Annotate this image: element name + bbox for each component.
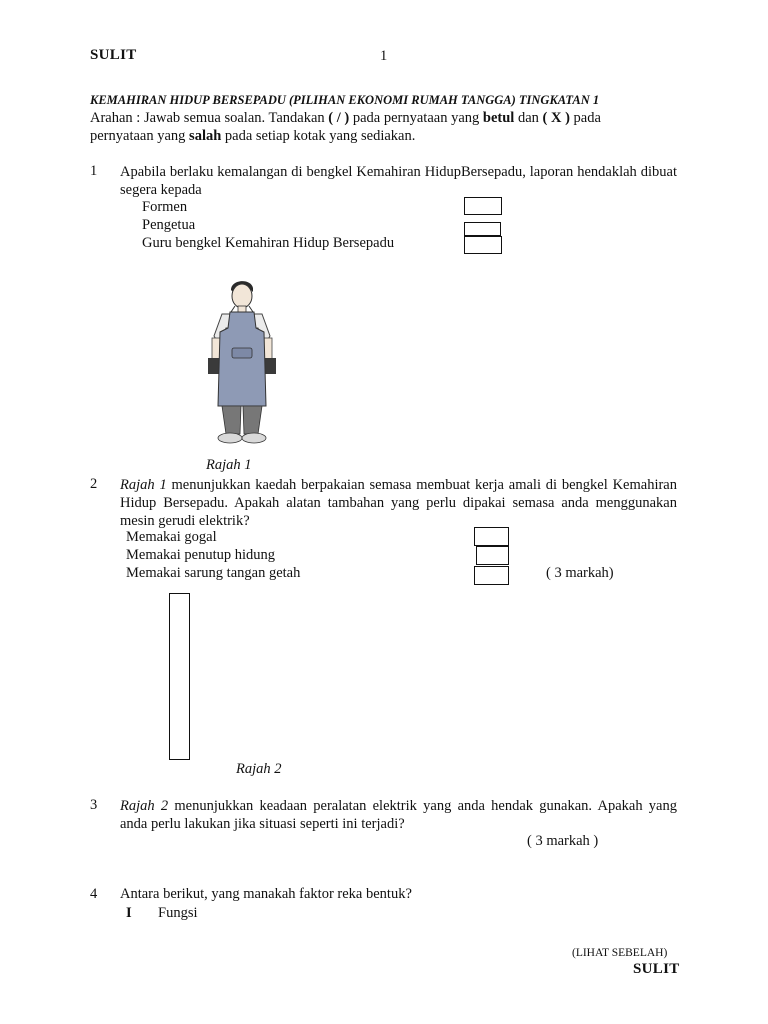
question-4-item-label: Fungsi <box>158 905 198 921</box>
question-1-option-3: Guru bengkel Kemahiran Hidup Bersepadu <box>142 235 395 251</box>
answer-box-q1-3[interactable] <box>464 236 502 254</box>
answer-box-q1-2[interactable] <box>464 222 501 236</box>
answer-box-q2-2[interactable] <box>476 546 509 565</box>
figure-1-reference: Rajah 1 <box>120 477 167 493</box>
question-2-marks: ( 3 markah) <box>546 565 614 581</box>
question-1-text: Apabila berlaku kemalangan di bengkel Kemahiran HidupBersepadu, laporan hendaklah dibuat segera kepada <box>120 164 677 198</box>
question-4-text: Antara berikut, yang manakah faktor reka bentuk? <box>120 886 412 902</box>
page-number: 1 <box>380 48 388 64</box>
cross-mark-symbol: ( X ) <box>542 110 570 126</box>
question-2-option-3: Memakai sarung tangan getah <box>126 565 301 581</box>
keyword-salah: salah <box>189 128 222 144</box>
question-3-marks: ( 3 markah ) <box>527 833 599 849</box>
footer-turn-over: (LIHAT SEBELAH) <box>572 947 668 959</box>
worker-apron-illustration <box>198 276 290 448</box>
question-2-number: 2 <box>90 476 98 492</box>
question-2-text <box>120 476 677 530</box>
question-1-number: 1 <box>90 163 98 179</box>
question-4-number: 4 <box>90 886 98 902</box>
question-3-text <box>120 797 677 833</box>
answer-box-q2-3[interactable] <box>474 566 509 585</box>
header-sulit: SULIT <box>90 47 137 63</box>
tick-mark-symbol: ( / ) <box>328 110 350 126</box>
instruction-text: dan <box>514 110 543 126</box>
question-2-option-1: Memakai gogal <box>126 529 217 545</box>
figure-2-reference: Rajah 2 <box>120 798 169 814</box>
footer-sulit: SULIT <box>633 961 680 977</box>
question-2-body: menunjukkan kaedah berpakaian semasa membuat kerja amali di bengkel Kemahiran Hidup Bersepadu. Apakah alatan tambahan yang perlu dipakai semasa anda menggunakan mesin gerudi elektrik? <box>120 477 677 529</box>
question-2-option-2: Memakai penutup hidung <box>126 547 276 563</box>
instructions-line-2 <box>90 127 415 145</box>
keyword-betul: betul <box>482 110 515 126</box>
instruction-text: pada <box>569 110 601 126</box>
answer-box-q2-1[interactable] <box>474 527 509 546</box>
answer-box-q1-1[interactable] <box>464 197 502 215</box>
instruction-text: pada pernyataan yang <box>349 110 483 126</box>
question-1-option-2: Pengetua <box>142 217 196 233</box>
figure-2-caption: Rajah 2 <box>236 761 282 777</box>
question-1-option-1: Formen <box>142 199 188 215</box>
instructions-line-1 <box>90 109 601 127</box>
question-3-body: menunjukkan keadaan peralatan elektrik yang anda hendak gunakan. Apakah yang anda perlu lakukan jika situasi seperti ini terjadi? <box>120 798 677 832</box>
instruction-text: pada setiap kotak yang sediakan. <box>221 128 416 144</box>
question-3-number: 3 <box>90 797 98 813</box>
figure-1-caption: Rajah 1 <box>206 457 252 473</box>
subject-title: KEMAHIRAN HIDUP BERSEPADU (PILIHAN EKONOMI RUMAH TANGGA) TINGKATAN 1 <box>90 93 600 107</box>
question-4-item-roman: I <box>126 905 132 921</box>
instruction-text: Arahan : Jawab semua soalan. Tandakan <box>90 110 329 126</box>
instruction-text: pernyataan yang <box>90 128 190 144</box>
figure-2-image-frame <box>169 593 190 760</box>
